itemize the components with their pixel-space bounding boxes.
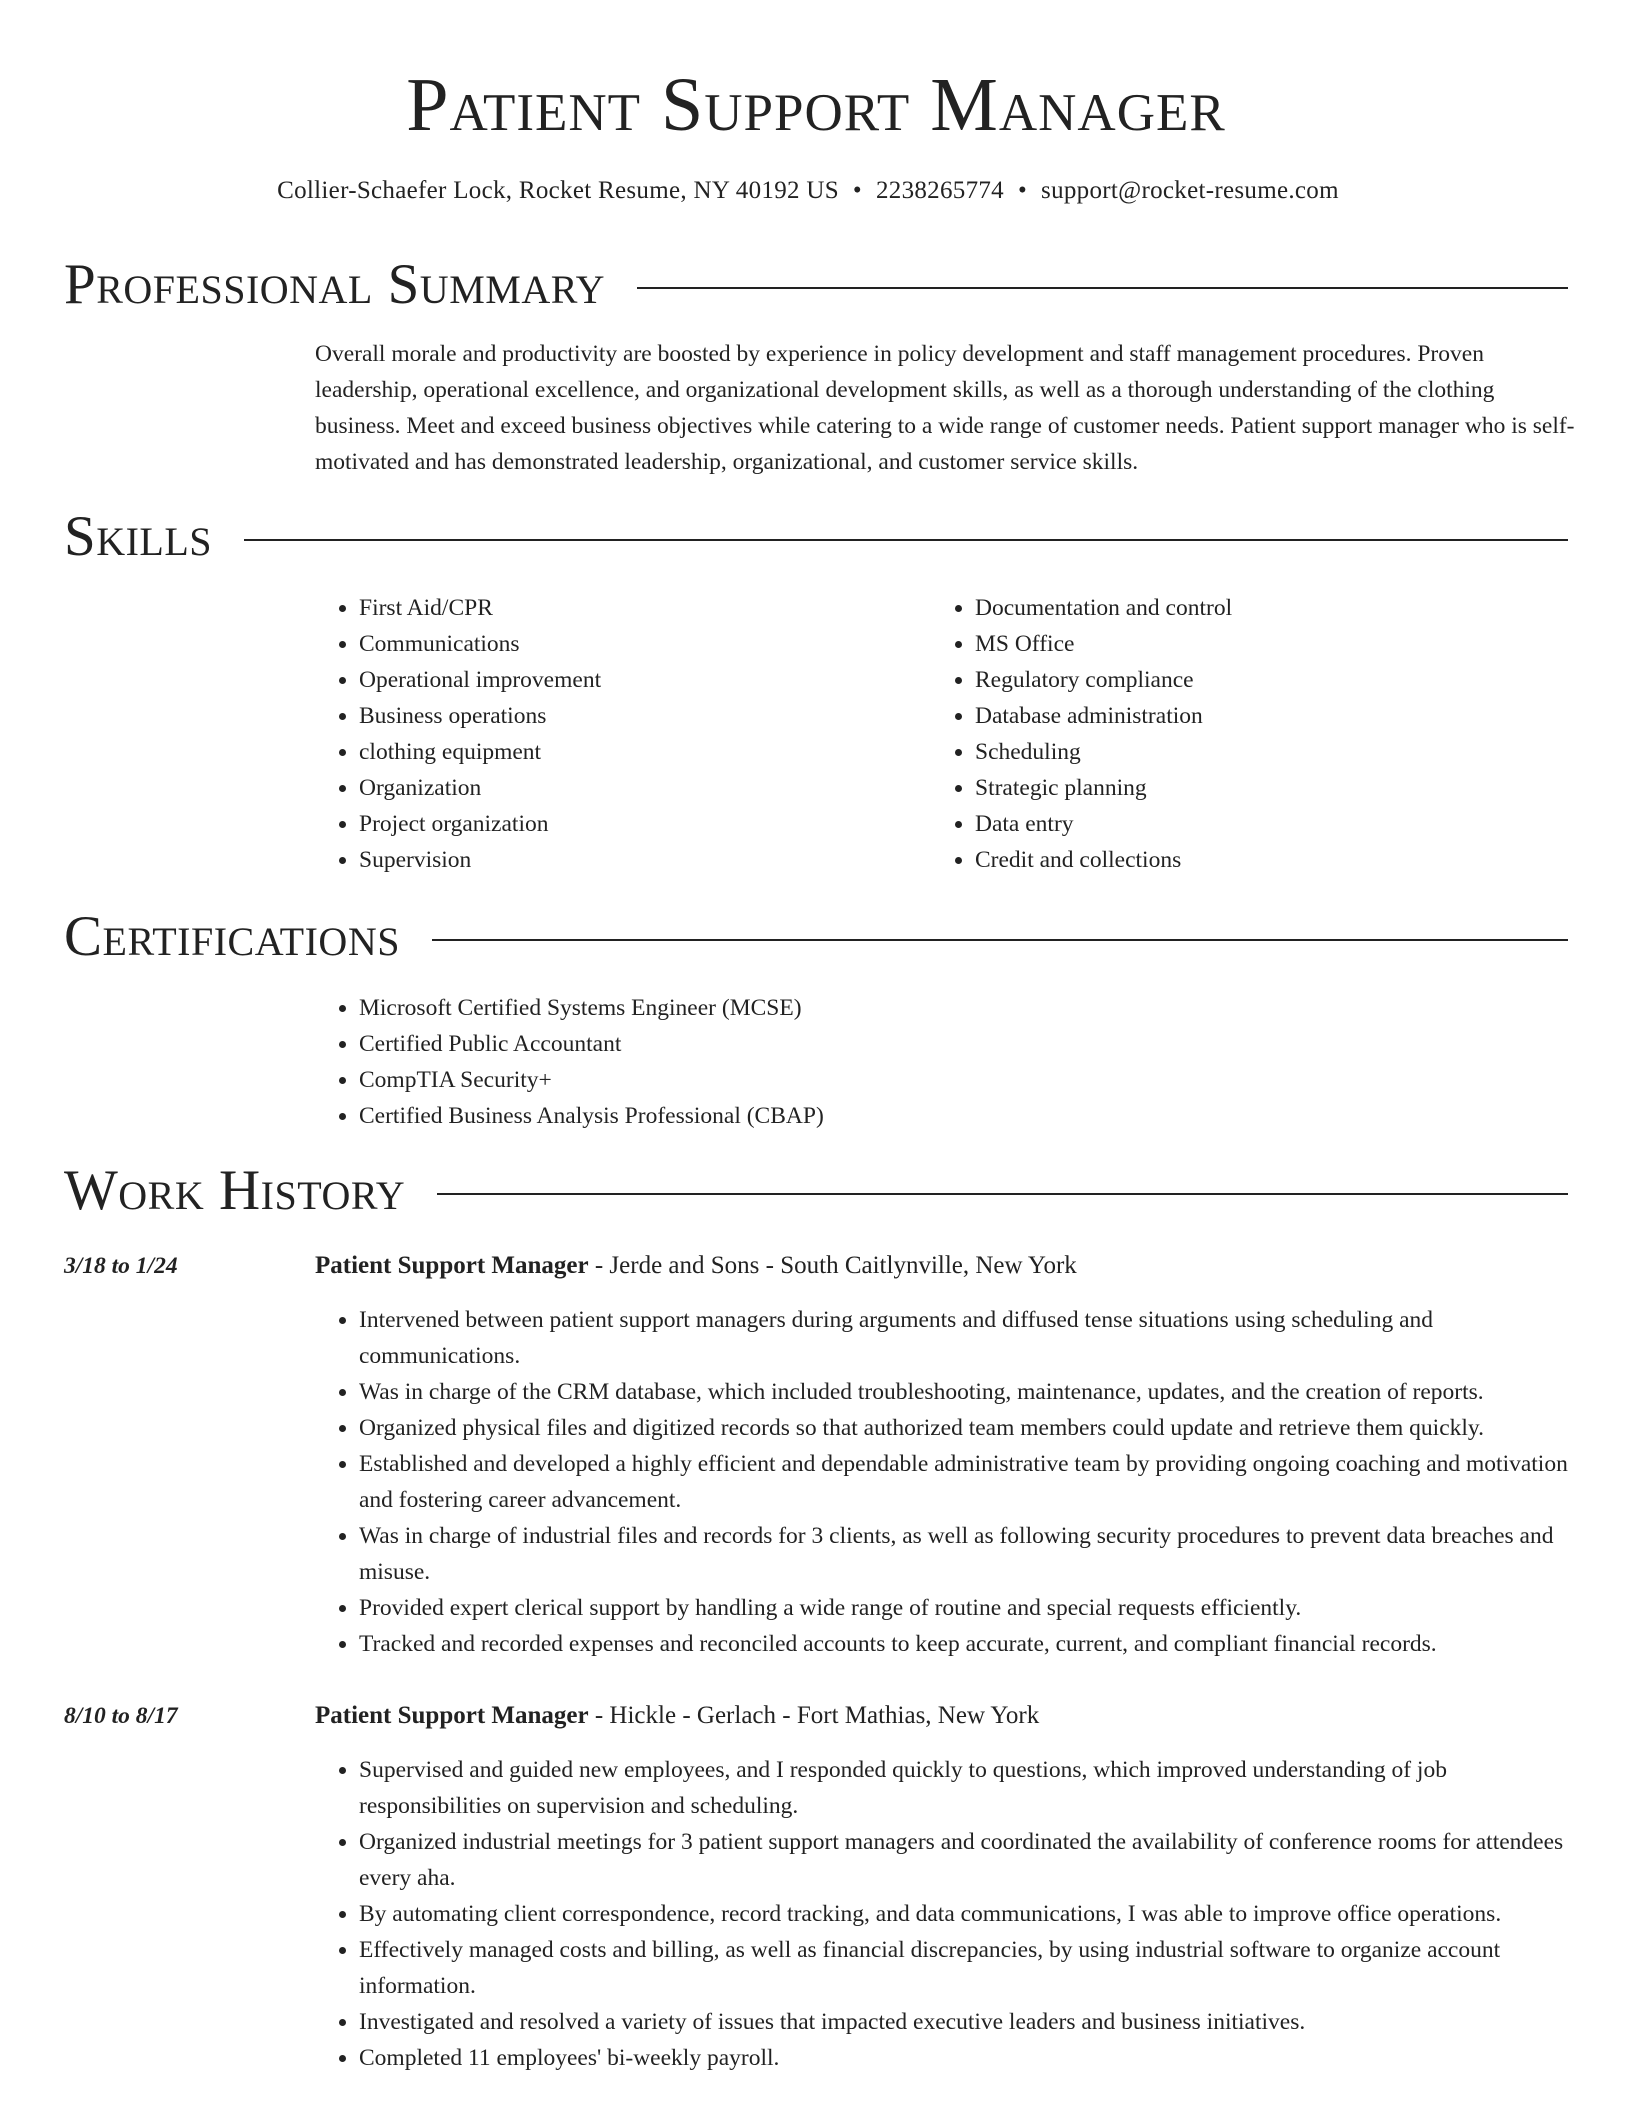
skill-item: • Strategic planning xyxy=(975,770,1531,806)
job-dates: 8/10 to 8/17 xyxy=(64,1703,178,1729)
job-dates: 3/18 to 1/24 xyxy=(64,1253,178,1279)
skill-item: • clothing equipment xyxy=(359,734,915,770)
job-bullet: • Was in charge of the CRM database, which included troubleshooting, maintenance, updates, and the creation of reports. xyxy=(359,1374,1577,1410)
section-divider xyxy=(637,287,1568,289)
job-bullet-list xyxy=(315,1752,1577,2076)
certification-item: • Certified Business Analysis Professional (CBAP) xyxy=(359,1098,1415,1134)
skill-item: • Communications xyxy=(359,626,915,662)
job-bullet: • Provided expert clerical support by handling a wide range of routine and special requests efficiently. xyxy=(359,1590,1577,1626)
contact-email: support@rocket-resume.com xyxy=(1041,177,1339,204)
certifications-list xyxy=(315,990,1415,1134)
section-divider xyxy=(432,939,1568,941)
job-title: Patient Support Manager xyxy=(315,1702,589,1729)
skill-item: • Organization xyxy=(359,770,915,806)
skill-item: • Operational improvement xyxy=(359,662,915,698)
candidate-name: Patient Support Manager xyxy=(406,63,1226,147)
job-bullet: • Organized physical files and digitized records so that authorized team members could update and retrieve them quickly. xyxy=(359,1410,1577,1446)
skill-item: • Documentation and control xyxy=(975,590,1531,626)
skill-item: • Regulatory compliance xyxy=(975,662,1531,698)
job-bullet: • Tracked and recorded expenses and reconciled accounts to keep accurate, current, and compliant financial records. xyxy=(359,1626,1577,1662)
job-bullet: • Intervened between patient support managers during arguments and diffused tense situations using scheduling and communications. xyxy=(359,1302,1577,1374)
skills-heading: Skills xyxy=(64,505,213,568)
certification-item: • CompTIA Security+ xyxy=(359,1062,1415,1098)
work-history-section-header xyxy=(64,1156,1568,1226)
skills-section-header xyxy=(64,502,1568,572)
job-responsibilities xyxy=(315,1302,1577,1662)
skill-item: • Project organization xyxy=(359,806,915,842)
job-bullet: • Effectively managed costs and billing, as well as financial discrepancies, by using industrial software to organize account information. xyxy=(359,1932,1577,2004)
section-divider xyxy=(437,1193,1568,1195)
job-bullet: • By automating client correspondence, record tracking, and data communications, I was able to improve office operations. xyxy=(359,1896,1577,1932)
skills-right-column xyxy=(931,590,1531,878)
work-history-heading: Work History xyxy=(64,1159,406,1222)
skill-item: • Business operations xyxy=(359,698,915,734)
job-employer-location: - Hickle - Gerlach - Fort Mathias, New York xyxy=(588,1702,1040,1729)
skill-item: • MS Office xyxy=(975,626,1531,662)
contact-separator: • xyxy=(1017,177,1028,204)
certifications-section-header xyxy=(64,902,1568,972)
job-responsibilities xyxy=(315,1752,1577,2076)
certifications-block xyxy=(315,990,1415,1134)
skill-item: • Scheduling xyxy=(975,734,1531,770)
job-bullet: • Was in charge of industrial files and records for 3 clients, as well as following security procedures to prevent data breaches and misuse. xyxy=(359,1518,1577,1590)
skills-right-list xyxy=(931,590,1531,878)
job-title-line xyxy=(315,1248,1077,1284)
summary-text: Overall morale and productivity are boosted by experience in policy development and staff management procedures. Proven leadership, operational excellence, and organizational development skills, as well as a thorough understanding of the clothing business. Meet and exceed business objectives while catering to a wide range of customer needs. Patient support manager who is self-motivated and has demonstrated leadership, organizational, and customer service skills. xyxy=(315,341,1575,475)
job-title-line xyxy=(315,1698,1039,1734)
job-bullet: • Investigated and resolved a variety of issues that impacted executive leaders and business initiatives. xyxy=(359,2004,1577,2040)
skill-item: • Database administration xyxy=(975,698,1531,734)
job-bullet: • Completed 11 employees' bi-weekly payroll. xyxy=(359,2040,1577,2076)
summary-heading: Professional Summary xyxy=(64,253,606,316)
skill-item: • Supervision xyxy=(359,842,915,878)
contact-separator: • xyxy=(852,177,862,204)
skill-item: • Data entry xyxy=(975,806,1531,842)
certification-item: • Certified Public Accountant xyxy=(359,1026,1415,1062)
job-bullet-list xyxy=(315,1302,1577,1662)
certification-item: • Microsoft Certified Systems Engineer (MCSE) xyxy=(359,990,1415,1026)
skill-item: • Credit and collections xyxy=(975,842,1531,878)
job-bullet: • Supervised and guided new employees, and I responded quickly to questions, which improved understanding of job responsibilities on supervision and scheduling. xyxy=(359,1752,1577,1824)
summary-section-header xyxy=(64,250,1568,320)
skills-left-column xyxy=(315,590,915,878)
section-divider xyxy=(244,539,1568,541)
job-employer-location: - Jerde and Sons - South Caitlynville, New York xyxy=(588,1252,1077,1279)
job-title: Patient Support Manager xyxy=(315,1252,589,1279)
contact-line xyxy=(0,174,1616,208)
job-bullet: • Organized industrial meetings for 3 patient support managers and coordinated the availability of conference rooms for attendees every aha. xyxy=(359,1824,1577,1896)
contact-phone: 2238265774 xyxy=(875,177,1004,204)
skill-item: • First Aid/CPR xyxy=(359,590,915,626)
skills-left-list xyxy=(315,590,915,878)
contact-address: Collier-Schaefer Lock, Rocket Resume, NY 40192 US xyxy=(277,177,839,204)
job-bullet: • Established and developed a highly efficient and dependable administrative team by providing ongoing coaching and motivation and fostering career advancement. xyxy=(359,1446,1577,1518)
certifications-heading: Certifications xyxy=(64,905,400,968)
